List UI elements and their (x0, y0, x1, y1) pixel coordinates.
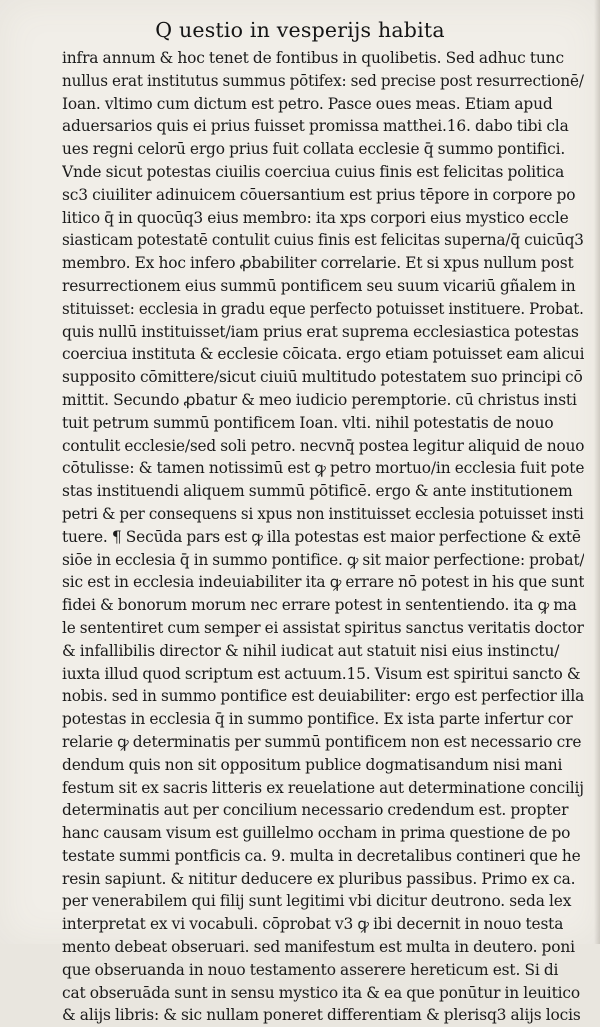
running-header: Q uestio in vesperijs habita (155, 18, 445, 42)
text-line: supposito cōmittere/sicut ciuiū multitudo potestatem suo principi cō (62, 368, 583, 387)
text-line: stas instituendi aliquem summū pōtificē. ergo & ante institutionem (62, 482, 573, 501)
text-line: contulit ecclesie/sed soli petro. necvnq̄ postea legitur aliquid de nouo (62, 436, 584, 455)
text-line: Ioan. vltimo cum dictum est petro. Pasce oues meas. Etiam apud (62, 94, 553, 113)
text-line: tuit petrum summū pontificem Ioan. vlti. nihil potestatis de nouo (62, 413, 554, 432)
text-line: nullus erat institutus summus pōtifex: sed precise post resurrectionē/ (62, 71, 584, 90)
text-line: potestas in ecclesia q̄ in summo pontifice. Ex ista parte infertur cor (62, 710, 573, 729)
text-line: interpretat ex vi vocabuli. cōprobat v3 ꝙ ibi decernit in nouo testa (62, 915, 564, 934)
text-line: hanc causam visum est guillelmo occham in prima questione de po (62, 824, 571, 843)
text-line: infra annum & hoc tenet de fontibus in quolibetis. Sed adhuc tunc (62, 49, 564, 67)
text-line: quis nullū instituisset/iam prius erat suprema ecclesiastica potestas (62, 322, 579, 341)
text-line: iuxta illud quod scriptum est actuum.15. Visum est spiritui sancto & (62, 664, 581, 683)
text-line: Vnde sicut potestas ciuilis coerciua cuius finis est felicitas politica (62, 162, 565, 181)
text-line: sic est in ecclesia indeuiabiliter ita ꝙ errare nō potest in his que sunt (62, 573, 584, 592)
text-line: le sententiret cum semper ei assistat spiritus sanctus veritatis doctor (62, 618, 584, 637)
text-line: mento debeat obseruari. sed manifestum est multa in deutero. poni (62, 938, 575, 957)
text-line: aduersarios quis ei prius fuisset promissa matthei.16. dabo tibi cla (62, 117, 569, 136)
text-line: dendum quis non sit oppositum publice dogmatisandum nisi mani (62, 755, 563, 774)
text-line: siasticam potestatē contulit cuius finis est felicitas superna/q̄ cuicūq3 (62, 231, 584, 250)
text-line: ues regni celorū ergo prius fuit collata ecclesie q̄ summo pontifici. (62, 140, 566, 159)
text-line: coerciua instituta & ecclesie cōicata. ergo etiam potuisset eam alicui (62, 345, 585, 364)
text-line: determinatis aut per concilium necessario credendum est. propter (62, 801, 569, 820)
text-line: petri & per consequens si xpus non instituisset ecclesia potuisset insti (62, 504, 584, 523)
text-line: nobis. sed in summo pontifice est deuiabiliter: ergo est perfectior illa (62, 687, 585, 706)
text-line: resurrectionem eius summū pontificem seu suum vicariū gñalem in (62, 276, 576, 295)
text-block (62, 47, 584, 1027)
text-line: fidei & bonorum morum nec errare potest in sententiendo. ita ꝙ ma (62, 596, 577, 615)
text-line: relarie ꝙ determinatis per summū pontificem non est necessario cre (62, 732, 582, 751)
text-line: membro. Ex hoc infero ꝓbabiliter correlarie. Et si xpus nullum post (62, 254, 574, 273)
text-line: cōtulisse: & tamen notissimū est ꝙ petro mortuo/in ecclesia fuit pote (62, 459, 584, 478)
text-line: & alijs libris: & sic nullam poneret differentiam & plerisq3 alijs locis (62, 1006, 581, 1025)
text-line: per venerabilem qui filij sunt legitimi vbi dicitur deutrono. seda lex (62, 892, 572, 911)
text-line: testate summi pontficis ca. 9. multa in decretalibus contineri que he (62, 846, 581, 865)
text-line: mittit. Secundo ꝓbatur & meo iudicio peremptorie. cū christus insti (62, 390, 577, 409)
text-line: festum sit ex sacris litteris ex reuelatione aut determinatione concilij (62, 778, 584, 797)
text-line: cat obseruāda sunt in sensu mystico ita & ea que ponūtur in leuitico (62, 983, 580, 1002)
text-line: stituisset: ecclesia in gradu eque perfecto potuisset instituere. Probat. (62, 299, 584, 318)
text-line: siōe in ecclesia q̄ in summo pontifice. ꝙ sit maior perfectione: probat/ (62, 550, 584, 569)
text-line: tuere. ¶ Secūda pars est ꝙ illa potestas est maior perfectione & extē (62, 527, 581, 546)
text-line: litico q̄ in quocūq3 eius membro: ita xps corpori eius mystico eccle (62, 208, 569, 227)
text-line: resin sapiunt. & nititur deducere ex pluribus passibus. Primo ex ca. (62, 869, 576, 888)
text-line: sc3 ciuiliter adinuicem cōuersantium est prius tēpore in corpore po (62, 185, 576, 204)
text-line: & infallibilis director & nihil iudicat aut statuit nisi eius instinctu/ (62, 641, 560, 660)
text-line: que obseruanda in nouo testamento asserere hereticum est. Si di (62, 960, 559, 979)
page-edge-shadow (594, 0, 600, 944)
